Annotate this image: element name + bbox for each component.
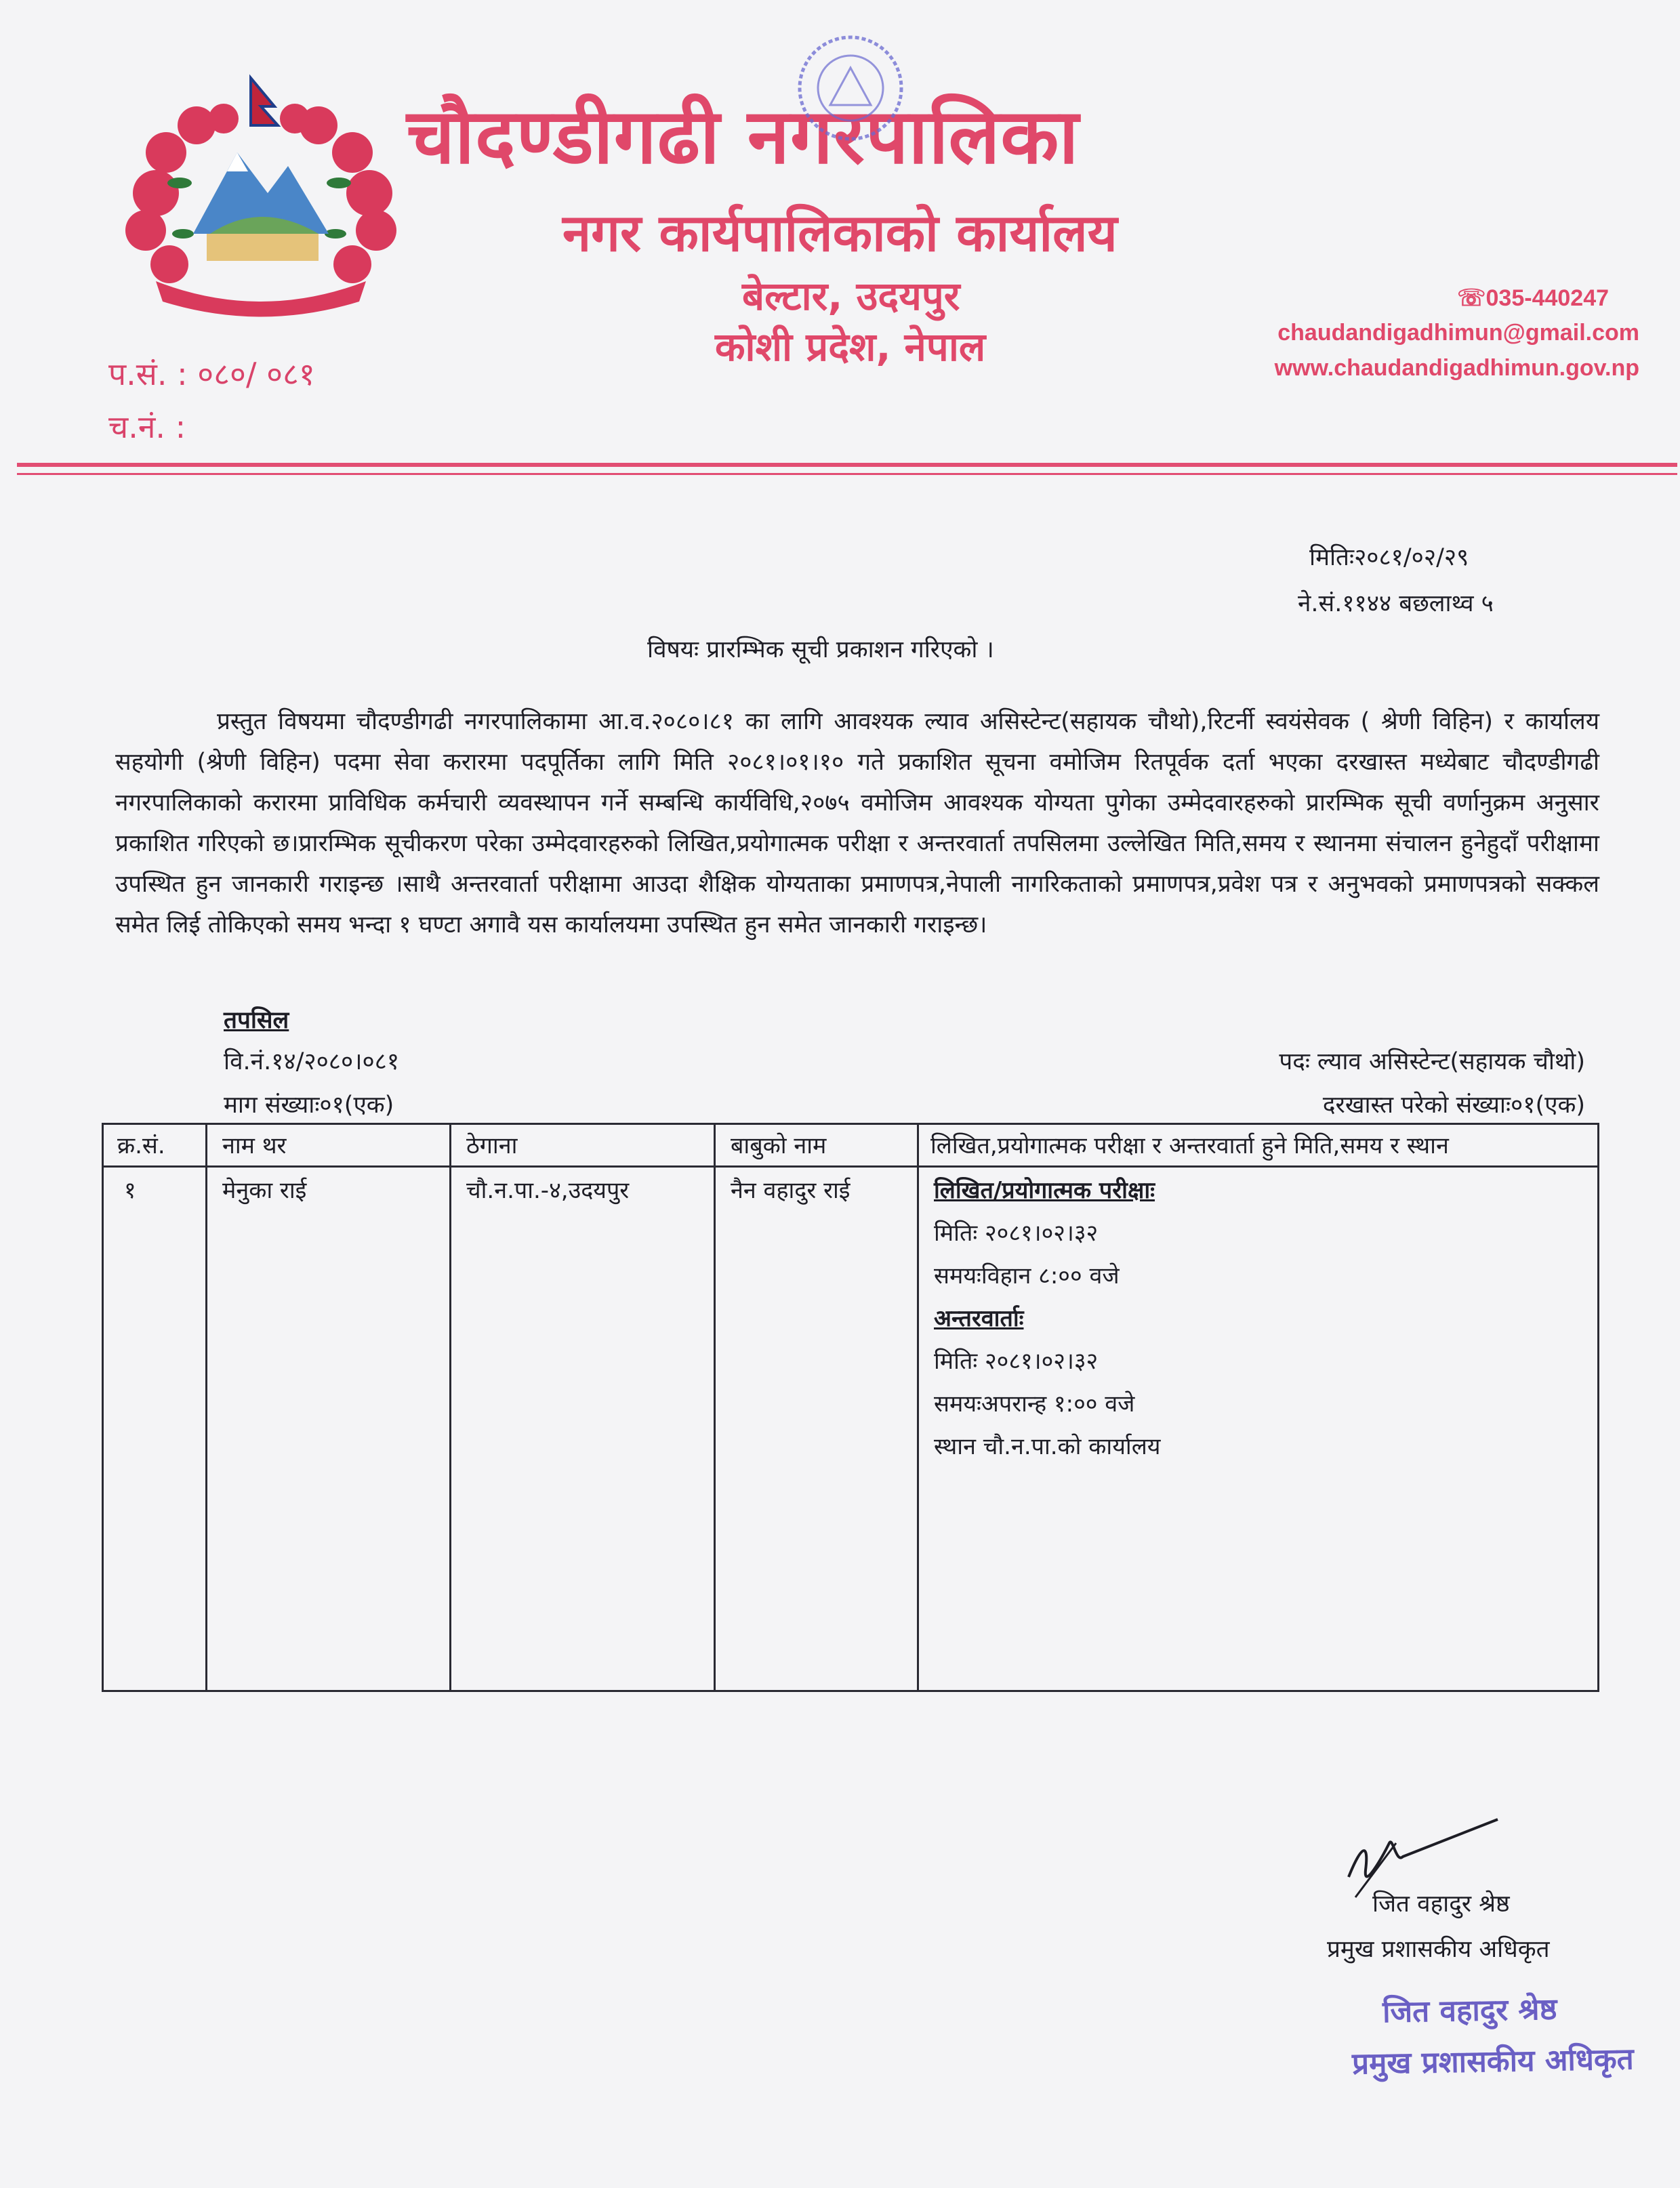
- stamp-name: जित वहादुर श्रेष्ठ: [1382, 1991, 1557, 2030]
- letter-body-text: प्रस्तुत विषयमा चौदण्डीगढी नगरपालिकामा आ.व.२०८०।८१ का लागि आवश्यक ल्याव असिस्टेन्ट(सहायक चौथो),रिटर्नी स्वयंसेवक ( श्रेणी विहिन) र कार्यालय सहयोगी (श्रेणी विहिन) पदमा सेवा करारमा पदपूर्तिका लागि मिति २०८१।०१।१० गते प्रकाशित सूचना वमोजिम रितपूर्वक दर्ता भएका दरखास्त मध्येबाट चौदण्डीगढी नगरपालिकाको करारमा प्राविधिक कर्मचारी व्यवस्थापन गर्ने सम्बन्धि कार्यविधि,२०७५ वमोजिम आवश्यक योग्यता पुगेका उम्मेदवारहरुको प्रारम्भिक सूची वर्णानुक्रम अनुसार प्रकाशित गरिएको छ।प्रारम्भिक सूचीकरण परेका उम्मेदवारहरुको लिखित,प्रयोगात्मक परीक्षा र अन्तरवार्ता तपसिलमा उल्लेखित मिति,समय र स्थानमा संचालन हुनेहुदाँ परीक्षामा उपस्थित हुन जानकारी गराइन्छ ।साथै अन्तरवार्ता परीक्षामा आउदा शैक्षिक योग्यताका प्रमाणपत्र,नेपाली नागरिकताको प्रमाणपत्र,प्रवेश पत्र र अनुभवको प्रमाणपत्रको सक्कल समेत लिई तोकिएको समय भन्दा १ घण्टा अगावै यस कार्यालयमा उपस्थित हुन समेत जानकारी गराइन्छ।: [115, 708, 1599, 938]
- written-exam-title: लिखित/प्रयोगात्मक परीक्षाः: [934, 1177, 1155, 1204]
- column-header-sn: क्र.सं.: [117, 1132, 165, 1159]
- email-address: chaudandigadhimun@gmail.com: [1277, 320, 1639, 346]
- reference-number: प.सं. : ०८०/ ०८१: [108, 356, 315, 392]
- letter-body: [115, 701, 1599, 945]
- letter-subject: विषयः प्रारम्भिक सूची प्रकाशन गरिएको ।: [647, 636, 994, 663]
- cell-sn: १: [124, 1177, 136, 1204]
- header-divider-thin: [17, 473, 1677, 475]
- notice-number: वि.नं.१४/२०८०।०८१: [224, 1048, 400, 1075]
- dispatch-number: च.नं. :: [108, 409, 186, 445]
- column-divider: [917, 1125, 919, 1690]
- column-divider: [449, 1125, 451, 1690]
- interview-title: अन्तरवार्ताः: [934, 1305, 1024, 1332]
- org-name: चौदण्डीगढी नगरपालिका: [407, 93, 1080, 181]
- signer-name: जित वहादुर श्रेष्ठ: [1372, 1891, 1510, 1918]
- header-divider: [17, 463, 1677, 467]
- website-address: www.chaudandigadhimun.gov.np: [1274, 355, 1639, 381]
- column-header-name: नाम थर: [222, 1132, 287, 1159]
- post-name: पदः ल्याव असिस्टेन्ट(सहायक चौथो): [1279, 1048, 1585, 1075]
- office-name: नगर कार्यपालिकाको कार्यालय: [562, 203, 1118, 263]
- stamp-title: प्रमुख प्रशासकीय अधिकृत: [1351, 2042, 1635, 2082]
- address-line-2: कोशी प्रदेश, नेपाल: [715, 324, 986, 370]
- address-line-1: बेल्टार, उदयपुर: [742, 273, 960, 319]
- cell-father-name: नैन वहादुर राई: [731, 1177, 851, 1204]
- interview-date: मितिः २०८१।०२।३२: [934, 1348, 1099, 1375]
- candidate-table: [102, 1123, 1599, 1692]
- letter-date: मितिः२०८१/०२/२९: [1309, 544, 1469, 571]
- applications-count: दरखास्त परेको संख्याः०१(एक): [1322, 1092, 1585, 1119]
- details-heading: तपसिल: [224, 1007, 289, 1034]
- cell-address: चौ.न.पा.-४,उदयपुर: [466, 1177, 630, 1204]
- cell-name: मेनुका राई: [222, 1177, 307, 1204]
- nepal-sambat-date: ने.सं.११४४ बछलाथ्व ५: [1298, 590, 1494, 617]
- round-stamp-icon: [786, 30, 915, 146]
- column-divider: [714, 1125, 716, 1690]
- column-header-father-name: बाबुको नाम: [731, 1132, 827, 1159]
- column-divider: [205, 1125, 207, 1690]
- phone-number: ☏035-440247: [1457, 285, 1610, 311]
- written-exam-time: समयःविहान ८:०० वजे: [934, 1262, 1120, 1289]
- written-exam-date: मितिः २०८१।०२।३२: [934, 1220, 1099, 1247]
- signer-title: प्रमुख प्रशासकीय अधिकृत: [1327, 1936, 1550, 1963]
- column-header-address: ठेगाना: [466, 1132, 518, 1159]
- nepal-emblem-icon: [115, 64, 407, 322]
- venue: स्थान चौ.न.पा.को कार्यालय: [934, 1433, 1161, 1460]
- header-row-divider: [104, 1165, 1597, 1168]
- interview-time: समयःअपरान्ह १:०० वजे: [934, 1390, 1135, 1418]
- column-header-schedule: लिखित,प्रयोगात्मक परीक्षा र अन्तरवार्ता हुने मिति,समय र स्थान: [930, 1132, 1449, 1159]
- demand-count: माग संख्याः०१(एक): [224, 1092, 394, 1119]
